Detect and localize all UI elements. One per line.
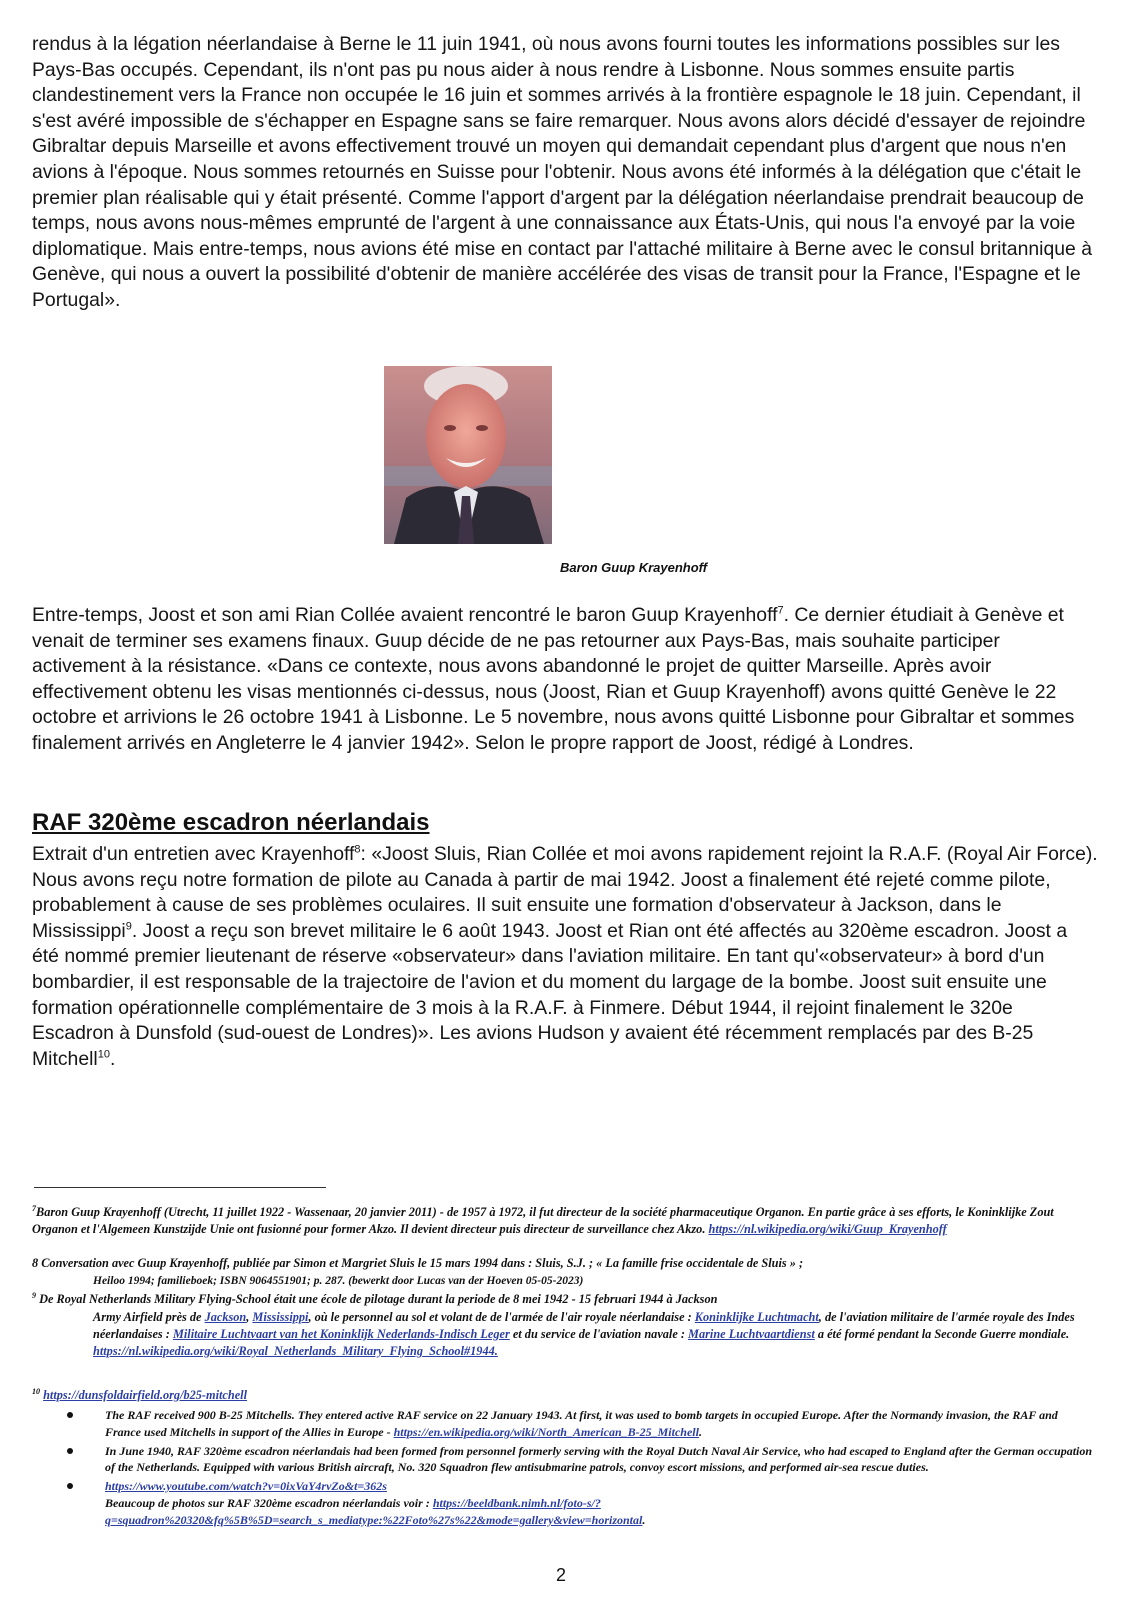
footnote-text: , de l'aviation militaire de l'armée royale des Indes néerlandaises :: [93, 1310, 1075, 1341]
footnote-10: [32, 1387, 1092, 1404]
paragraph-text: . Joost a reçu son brevet militaire le 6 août 1943. Joost et Rian ont été affectés au 320ème escadron. Joost a été nommé premier lieutenant de réserve «observateur» dans l'aviation militaire. En tant qu'«observateur» à bord d'un bombardier, il est responsable de la trajectoire de l'avion et du moment du largage de la bombe. Joost suit ensuite une formation opérationnelle complémentaire de 3 mois à la R.A.F. à Finmere. Début 1944, il rejoint finalement le 320e Escadron à Dunsfold (sud-ouest de Londres)». Les avions Hudson y avaient été récemment remplacés par des B-25 Mitchell: [32, 919, 1068, 1070]
link-dunsfold[interactable]: https://dunsfoldairfield.org/b25-mitchell: [43, 1388, 248, 1402]
footnote-text: a été formé pendant la Seconde Guerre mondiale.: [817, 1326, 1070, 1341]
link-jackson[interactable]: Jackson: [204, 1310, 247, 1324]
footnote-ref-7: 7: [777, 604, 784, 617]
link-wikipedia-b25[interactable]: https://en.wikipedia.org/wiki/North_American_B-25_Mitchell: [393, 1424, 699, 1439]
list-item: [64, 1407, 1094, 1441]
link-militaire-luchtvaart[interactable]: Militaire Luchtvaart van het Koninklijk Nederlands-Indisch Leger: [172, 1326, 510, 1341]
list-item-text: Beaucoup de photos sur RAF 320ème escadron néerlandais voir :: [105, 1495, 430, 1510]
photo-caption: Baron Guup Krayenhoff: [560, 560, 708, 575]
link-beeldbank[interactable]: https://beeldbank.nimh.nl/foto-s/?q=squadron%20320&fq%5B%5D=search_s_mediatype:%22Foto%27s%22&mode=gallery&view=horizontal: [105, 1495, 643, 1527]
body-paragraph-2: [32, 603, 1098, 757]
link-mississippi[interactable]: Mississippi: [252, 1310, 309, 1324]
bullet-icon: [67, 1483, 73, 1489]
bullet-icon: [67, 1448, 73, 1454]
footnote-8: 8 Conversation avec Guup Krayenhoff, publiée par Simon et Margriet Sluis le 15 mars 1994 dans : Sluis, S.J. ; « La famille frise occidentale de Sluis » ;: [32, 1256, 804, 1270]
list-item: [64, 1478, 1094, 1528]
footnote-text: et du service de l'aviation navale :: [512, 1326, 685, 1341]
list-item-text: In June 1940, RAF 320ème escadron néerlandais had been formed from personnel formerly serving with the Royal Dutch Naval Air Service, who had escaped to England after the German occupation of the Netherlands. Equipped with various British aircraft, No. 320 Squadron flew antisubmarine patrols, convoy escort missions, and performed air-sea rescue duties.: [105, 1443, 1093, 1475]
link-youtube[interactable]: https://www.youtube.com/watch?v=0ixVaY4rvZo&t=362s: [105, 1479, 387, 1494]
footnote-text: De Royal Netherlands Military Flying-School était une école de pilotage durant la periode de 8 mei 1942 - 15 februari 1944 à Jackson: [39, 1292, 718, 1306]
footnote-text: Baron Guup Krayenhoff (Utrecht, 11 juillet 1922 - Wassenaar, 20 janvier 2011) - de 1957 à 1972, il fut directeur de la société pharmaceutique Organon. En partie grâce à ses efforts, le Koninklijke Zout Organon et l'Algemeen Kunstzijde Unie ont fusionné pour former Akzo. Il devient directeur puis directeur de surveillance chez Akzo.: [32, 1205, 1054, 1236]
footnote-7: [32, 1204, 1092, 1238]
footnote-ref-8: 8: [354, 843, 361, 856]
footnote-ref-10: 10: [97, 1048, 110, 1061]
footnote-link[interactable]: https://nl.wikipedia.org/wiki/Guup_Krayenhoff: [708, 1221, 947, 1236]
footnote-ref-9: 9: [125, 920, 132, 933]
link-wikipedia-flying-school[interactable]: https://nl.wikipedia.org/wiki/Royal_Netherlands_Military_Flying_School#1944.: [93, 1343, 498, 1358]
footnote-divider: [34, 1187, 326, 1188]
footnote-bullet-list: [64, 1407, 1094, 1531]
list-item-text: .: [698, 1424, 702, 1439]
footnote-mark: 9: [32, 1290, 36, 1300]
portrait-photo: [384, 366, 552, 544]
link-koninklijke-luchtmacht[interactable]: Koninklijke Luchtmacht: [694, 1310, 819, 1324]
paragraph-text: Entre-temps, Joost et son ami Rian Collée avaient rencontré le baron Guup Krayenhoff: [32, 604, 778, 626]
bullet-icon: [67, 1412, 73, 1418]
list-item-text: The RAF received 900 B-25 Mitchells. They entered active RAF service on 22 January 1943. At first, it was used to bomb targets in occupied Europe. After the Normandy invasion, the RAF and France used Mitchells in support of the Allies in Europe -: [105, 1408, 1058, 1439]
list-item: [64, 1443, 1094, 1477]
footnote-text: Army Airfield près de: [93, 1310, 202, 1324]
paragraph-text: . Ce dernier étudiait à Genève et venait de terminer ses examens finaux. Guup décide de ne pas retourner aux Pays-Bas, mais souhaite participer activement à la résistance. «Dans ce contexte, nous avons abandonné le projet de quitter Marseille. Après avoir effectivement obtenu les visas mentionnés ci-dessus, nous (Joost, Rian et Guup Krayenhoff) avons quitté Genève le 22 octobre et arrivions le 26 octobre 1941 à Lisbonne. Le 5 novembre, nous avons quitté Lisbonne pour Gibraltar et sommes finalement arrivés en Angleterre le 4 janvier 1942». Selon le propre rapport de Joost, rédigé à Londres.: [32, 604, 1075, 754]
footnote-9-continuation: Army Airfield près de Jackson, Mississippi, où le personnel au sol et volant de de l'armée de l'air royale néerlandaise : Koninklijke Luchtmacht, de l'aviation militaire de l'armée royale des Indes néerlandaises : Militaire Luchtvaart van het Koninklijk Nederlands-Indisch Leger et du service de l'aviation navale : Marine Luchtvaartdienst a été formé pendant la Seconde Guerre mondiale. https://nl.wikipedia.org/wiki/Royal_Netherlands_Military_Flying_School#1944.: [93, 1310, 1075, 1358]
paragraph-text: : «Joost Sluis, Rian Collée et moi avons rapidement rejoint la R.A.F. (Royal Air Force). Nous avons reçu notre formation de pilote au Canada à partir de mai 1942. Joost a finalement été rejeté comme pilote, probablement à cause de ses problèmes oculaires. Il suit ensuite une formation d'observateur à Jackson, dans le Mississippi: [32, 843, 1098, 942]
body-paragraph-1: rendus à la légation néerlandaise à Berne le 11 juin 1941, où nous avons fourni toutes les informations possibles sur les Pays-Bas occupés. Cependant, ils n'ont pas pu nous aider à nous rendre à Lisbonne. Nous sommes ensuite partis clandestinement vers la France non occupée le 16 juin et sommes arrivés à la frontière espagnole le 18 juin. Cependant, il s'est avéré impossible de s'échapper en Espagne sans se faire remarquer. Nous avons alors décidé d'essayer de rejoindre Gibraltar depuis Marseille et avons effectivement trouvé un moyen qui demandait cependant plus d'argent que nous n'en avions à l'époque. Nous sommes retournés en Suisse pour l'obtenir. Nous avons été informés à la délégation que c'était le premier plan réalisable qui y était présenté. Comme l'apport d'argent par la délégation néerlandaise prendrait beaucoup de temps, nous avons nous-mêmes emprunté de l'argent à une connaissance aux États-Unis, qui nous l'a envoyé par la voie diplomatique. Mais entre-temps, nous avions été mise en contact par l'attaché militaire à Berne avec le consul britannique à Genève, qui nous a ouvert la possibilité d'obtenir de manière accélérée des visas de transit pour la France, l'Espagne et le Portugal».: [32, 33, 1092, 311]
footnote-text: , où le personnel au sol et volant de de l'armée de l'air royale néerlandaise :: [308, 1310, 692, 1324]
link-marine-luchtvaartdienst[interactable]: Marine Luchtvaartdienst: [688, 1326, 815, 1341]
footnote-mark: 7: [32, 1203, 36, 1213]
paragraph-text: Extrait d'un entretien avec Krayenhoff: [32, 843, 355, 865]
footnote-9: [32, 1291, 1092, 1308]
footnote-8-continuation: Heiloo 1994; familieboek; ISBN 9064551901; p. 287. (bewerkt door Lucas van der Hoeven 05-05-2023): [93, 1275, 584, 1287]
body-paragraph-3: [32, 842, 1098, 1072]
paragraph-text: .: [109, 1047, 116, 1070]
page-number: 2: [556, 1565, 567, 1585]
list-item-text: .: [642, 1512, 646, 1527]
section-heading: RAF 320ème escadron néerlandais: [32, 809, 430, 836]
footnote-mark: 10: [32, 1386, 40, 1396]
